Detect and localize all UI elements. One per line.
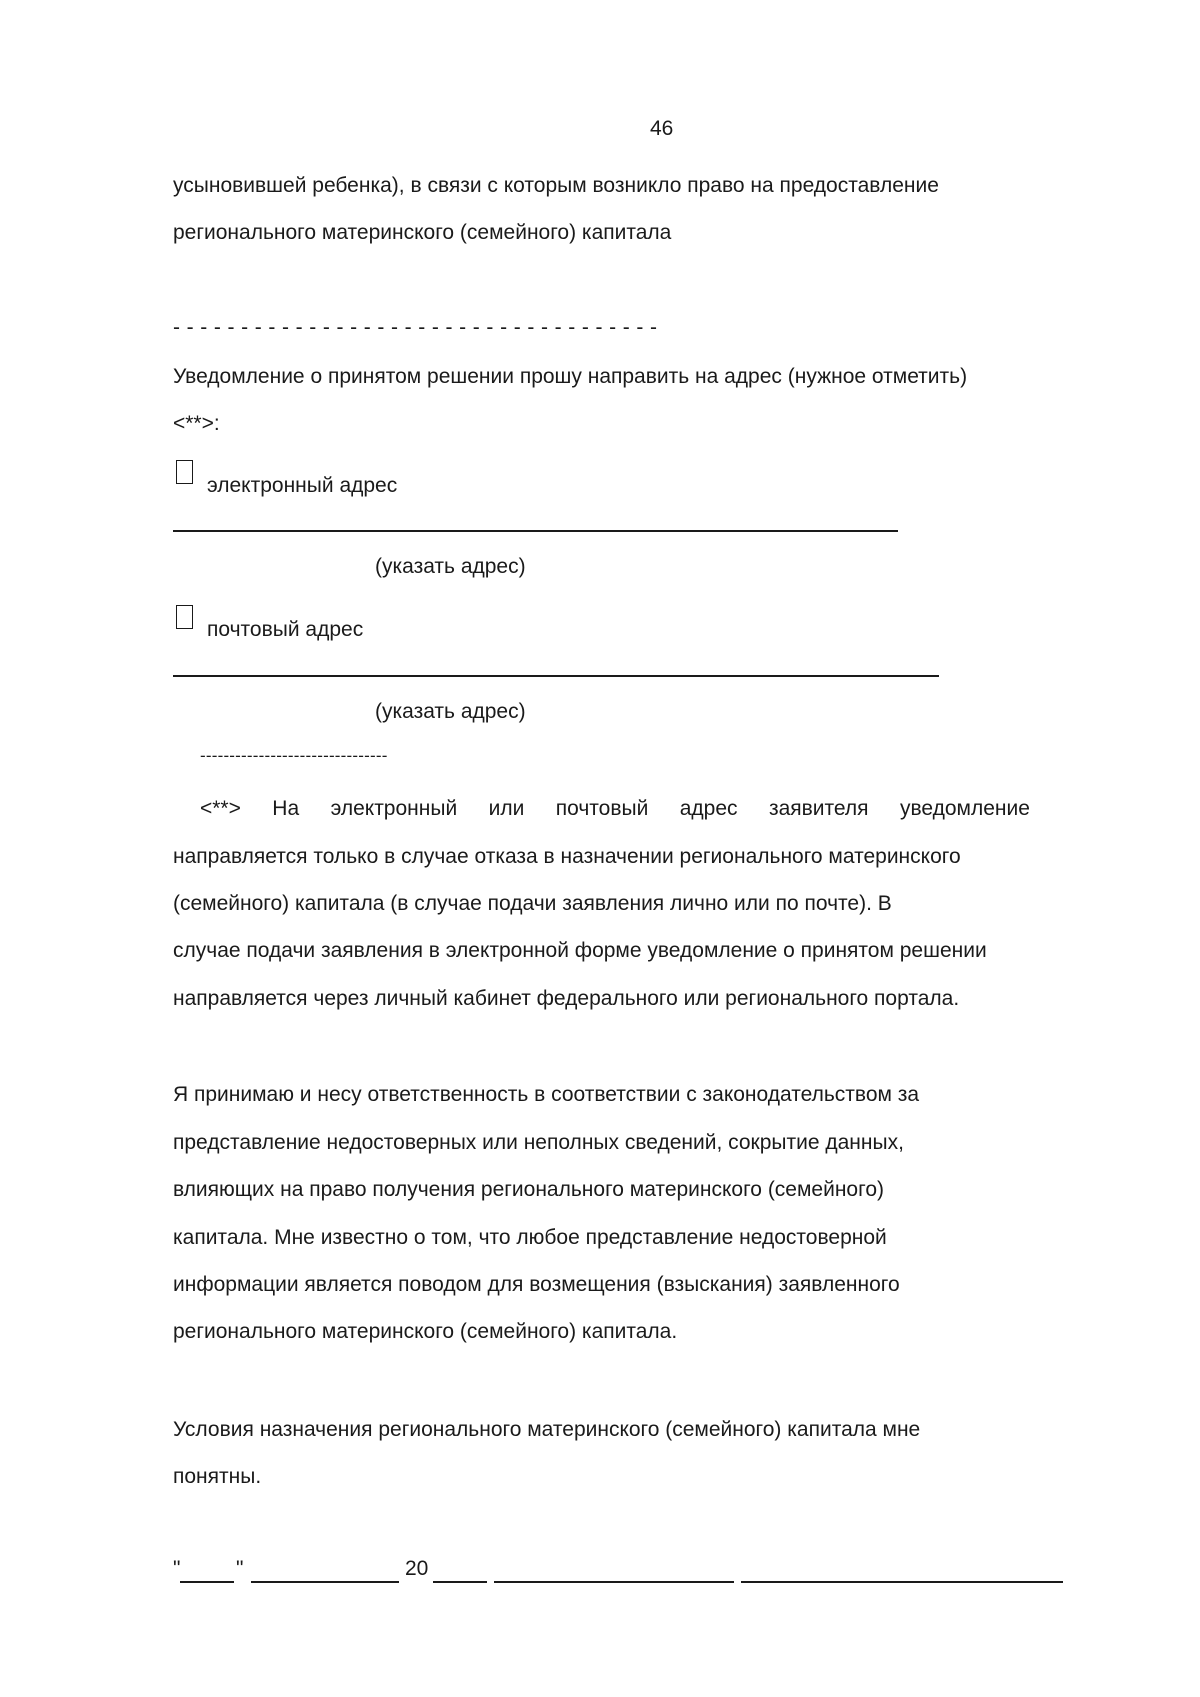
page-number: 46 — [650, 117, 674, 140]
email-address-hint: (указать адрес) — [375, 555, 526, 578]
name-blank[interactable] — [741, 1581, 1063, 1583]
footnote-word: или — [488, 797, 525, 820]
footnote-rule: -------------------------------- — [200, 746, 388, 765]
footnote-word: уведомление — [899, 797, 1030, 820]
conditions-line-1: Условия назначения регионального материнского (семейного) капитала мне — [173, 1418, 921, 1441]
date-month-blank[interactable] — [251, 1581, 399, 1583]
footnote-marker: <**> — [200, 797, 241, 820]
notification-line-1: Уведомление о принятом решении прошу направить на адрес (нужное отметить) — [173, 365, 968, 388]
conditions-line-2: понятны. — [173, 1465, 262, 1488]
post-option-checkbox[interactable] — [176, 605, 193, 629]
date-year-prefix: 20 — [405, 1557, 429, 1580]
post-address-line[interactable] — [173, 675, 939, 677]
email-address-line[interactable] — [173, 530, 898, 532]
footnote-line-4: случае подачи заявления в электронной форме уведомление о принятом решении — [173, 939, 987, 962]
date-quote-close: " — [236, 1557, 244, 1580]
signature-blank[interactable] — [494, 1581, 734, 1583]
separator-dashes: - - - - - - - - - - - - - - - - - - - - - - - - - - - - - - - - - - - - — [173, 316, 658, 339]
footnote-word: На — [272, 797, 300, 820]
post-address-hint: (указать адрес) — [375, 700, 526, 723]
responsibility-line-5: информации является поводом для возмещения (взыскания) заявленного — [173, 1273, 900, 1296]
responsibility-line-2: представление недостоверных или неполных сведений, сокрытие данных, — [173, 1131, 904, 1154]
responsibility-line-6: регионального материнского (семейного) капитала. — [173, 1320, 678, 1343]
email-option-checkbox[interactable] — [176, 460, 193, 484]
footnote-line-1 — [200, 797, 1030, 821]
date-year-blank[interactable] — [433, 1581, 487, 1583]
responsibility-line-3: влияющих на право получения регионального материнского (семейного) — [173, 1178, 884, 1201]
post-option-label: почтовый адрес — [207, 618, 364, 641]
intro-line-1: усыновившей ребенка), в связи с которым возникло право на предоставление — [173, 174, 939, 197]
responsibility-line-1: Я принимаю и несу ответственность в соответствии с законодательством за — [173, 1083, 920, 1106]
footnote-word: адрес — [679, 797, 738, 820]
email-option-label: электронный адрес — [207, 474, 398, 497]
footnote-line-2: направляется только в случае отказа в назначении регионального материнского — [173, 845, 961, 868]
notification-line-2: <**>: — [173, 412, 220, 435]
intro-line-2: регионального материнского (семейного) капитала — [173, 221, 672, 244]
footnote-word: электронный — [330, 797, 458, 820]
footnote-line-5: направляется через личный кабинет федерального или регионального портала. — [173, 987, 960, 1010]
footnote-word: заявителя — [768, 797, 869, 820]
footnote-word: почтовый — [555, 797, 649, 820]
footnote-line-3: (семейного) капитала (в случае подачи заявления лично или по почте). В — [173, 892, 892, 915]
date-quote-open: " — [173, 1557, 181, 1580]
responsibility-line-4: капитала. Мне известно о том, что любое представление недостоверной — [173, 1226, 887, 1249]
date-day-blank[interactable] — [180, 1581, 234, 1583]
